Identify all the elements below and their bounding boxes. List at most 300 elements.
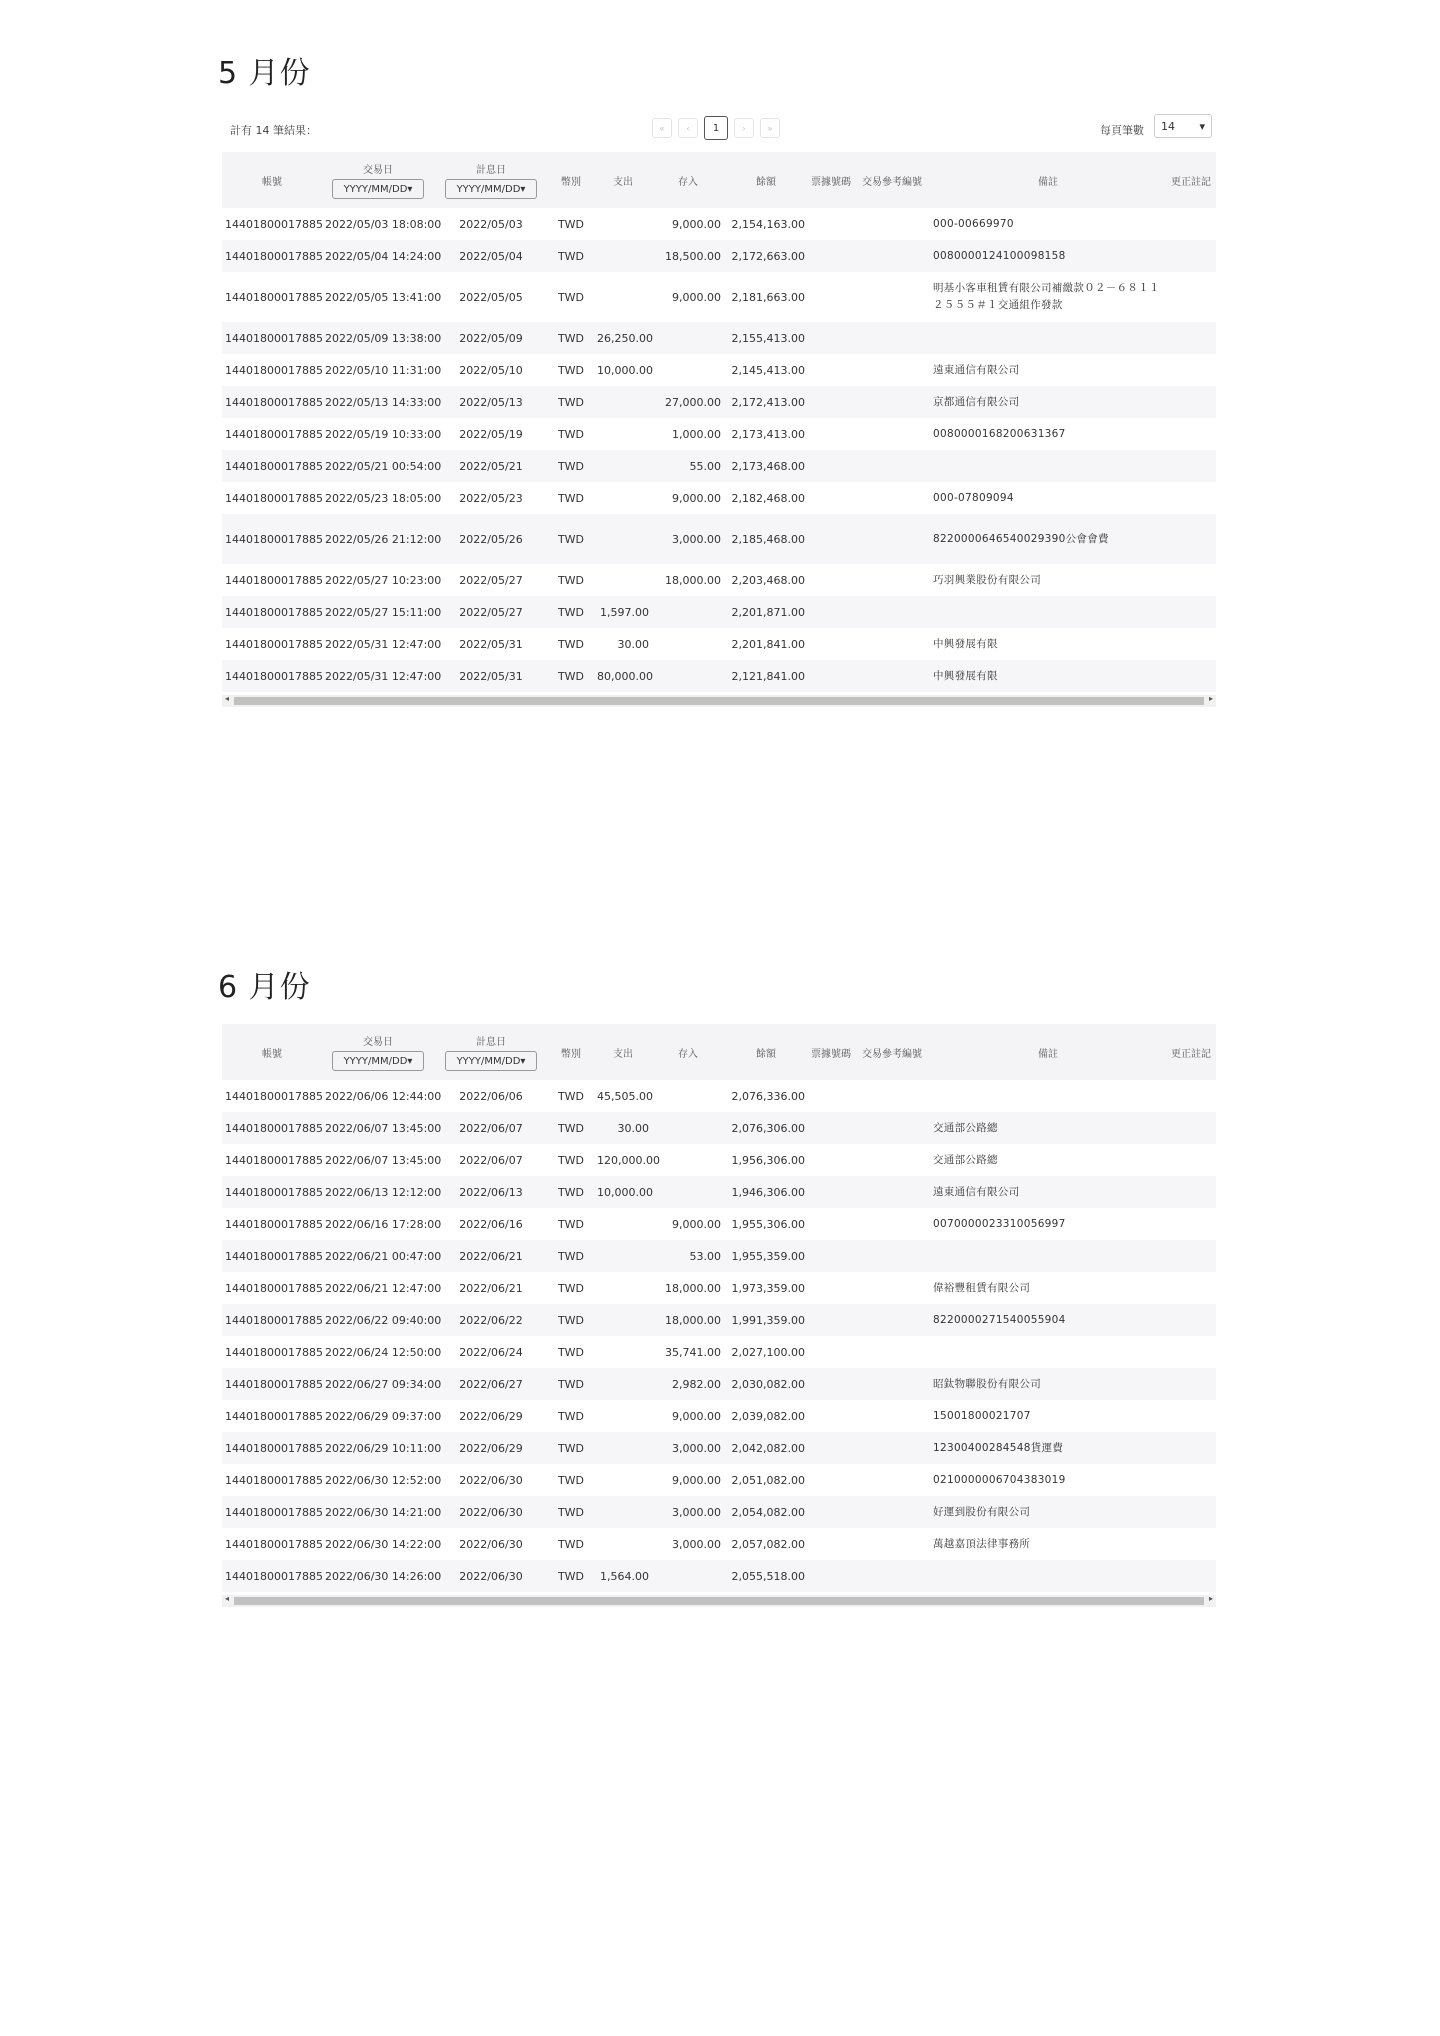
col-txn-date — [322, 1024, 434, 1080]
chevron-down-icon: ▾ — [1199, 119, 1205, 133]
table-row[interactable] — [222, 450, 1216, 482]
table-row[interactable] — [222, 386, 1216, 418]
cell-currency: TWD — [557, 217, 585, 231]
col-txn-date-label[interactable]: 交易日 — [363, 165, 393, 176]
cell-out: 30.00 — [617, 1121, 649, 1135]
col-txn-date — [322, 152, 434, 208]
cell-account: 14401800017885 — [225, 1377, 323, 1391]
page-size-value: 14 — [1161, 119, 1175, 133]
cell-account: 14401800017885 — [225, 532, 323, 546]
cell-post-date: 2022/06/30 — [459, 1505, 523, 1519]
table-row[interactable] — [222, 1240, 1216, 1272]
cell-note: 交通部公路總 — [933, 1153, 998, 1166]
cell-balance: 2,030,082.00 — [731, 1377, 805, 1391]
cell-check-no — [808, 450, 854, 482]
pagination — [652, 116, 780, 140]
cell-balance: 1,973,359.00 — [731, 1281, 805, 1295]
cell-check-no — [808, 354, 854, 386]
cell-balance: 1,955,306.00 — [731, 1217, 805, 1231]
cell-ref-no — [854, 322, 930, 354]
cell-balance: 2,145,413.00 — [731, 363, 805, 377]
cell-in: 3,000.00 — [672, 1505, 721, 1519]
page-size-label: 每頁筆數 — [1100, 124, 1144, 137]
cell-balance: 2,182,468.00 — [731, 491, 805, 505]
cell-check-no — [808, 482, 854, 514]
table-row[interactable] — [222, 482, 1216, 514]
cell-account: 14401800017885 — [225, 427, 323, 441]
col-currency[interactable]: 幣別 — [561, 1048, 581, 1060]
cell-txn-date: 2022/06/13 12:12:00 — [325, 1185, 442, 1199]
cell-ref-no — [854, 240, 930, 272]
table-row[interactable] — [222, 514, 1216, 564]
cell-txn-date: 2022/06/29 09:37:00 — [325, 1409, 442, 1423]
cell-ref-no — [854, 1176, 930, 1208]
cell-note: 000-00669970 — [933, 217, 1014, 230]
table-row[interactable] — [222, 1336, 1216, 1368]
cell-currency: TWD — [557, 1441, 585, 1455]
page-size-select[interactable] — [1154, 114, 1212, 138]
cell-in: 9,000.00 — [672, 217, 721, 231]
table-row[interactable] — [222, 1272, 1216, 1304]
cell-in: 3,000.00 — [672, 532, 721, 546]
cell-out — [594, 1432, 652, 1464]
table-row[interactable] — [222, 1112, 1216, 1144]
scrollbar-thumb[interactable] — [234, 1597, 1204, 1605]
cell-post-date: 2022/05/31 — [459, 669, 523, 683]
cell-in — [652, 596, 724, 628]
cell-correction — [1166, 1208, 1216, 1240]
cell-note: 遠東通信有限公司 — [933, 363, 1020, 376]
col-currency[interactable]: 幣別 — [561, 176, 581, 188]
cell-txn-date: 2022/06/22 09:40:00 — [325, 1313, 442, 1327]
cell-post-date: 2022/06/16 — [459, 1217, 523, 1231]
cell-ref-no — [854, 1208, 930, 1240]
cell-check-no — [808, 418, 854, 450]
cell-in — [652, 1112, 724, 1144]
cell-in — [652, 354, 724, 386]
table-row[interactable] — [222, 596, 1216, 628]
cell-in — [652, 322, 724, 354]
cell-ref-no — [854, 1400, 930, 1432]
cell-correction — [1166, 1176, 1216, 1208]
cell-check-no — [808, 1240, 854, 1272]
table-row[interactable] — [222, 1304, 1216, 1336]
cell-correction — [1166, 1112, 1216, 1144]
cell-check-no — [808, 660, 854, 692]
col-in[interactable]: 存入 — [678, 1048, 698, 1060]
cell-correction — [1166, 1240, 1216, 1272]
cell-balance: 2,076,306.00 — [731, 1121, 805, 1135]
horizontal-scrollbar[interactable] — [222, 695, 1216, 707]
col-note[interactable]: 備註 — [1038, 176, 1058, 188]
cell-correction — [1166, 596, 1216, 628]
col-check-no[interactable]: 票據號碼 — [811, 1048, 851, 1060]
cell-balance: 2,172,663.00 — [731, 249, 805, 263]
cell-out — [594, 240, 652, 272]
cell-account: 14401800017885 — [225, 217, 323, 231]
cell-ref-no — [854, 450, 930, 482]
table-row[interactable] — [222, 564, 1216, 596]
cell-out: 10,000.00 — [597, 363, 653, 377]
cell-balance: 2,027,100.00 — [731, 1345, 805, 1359]
cell-check-no — [808, 1464, 854, 1496]
cell-note — [930, 596, 1166, 628]
table-row[interactable] — [222, 354, 1216, 386]
cell-out — [594, 272, 652, 322]
cell-currency: TWD — [557, 1345, 585, 1359]
cell-balance: 2,039,082.00 — [731, 1409, 805, 1423]
cell-in: 9,000.00 — [672, 1473, 721, 1487]
cell-note: 巧羽興業股份有限公司 — [933, 573, 1041, 586]
cell-post-date: 2022/05/27 — [459, 605, 523, 619]
cell-ref-no — [854, 1432, 930, 1464]
cell-txn-date: 2022/06/16 17:28:00 — [325, 1217, 442, 1231]
cell-currency: TWD — [557, 459, 585, 473]
col-account[interactable]: 帳號 — [262, 1048, 282, 1060]
cell-balance: 2,051,082.00 — [731, 1473, 805, 1487]
col-balance[interactable]: 餘額 — [756, 176, 776, 188]
cell-balance: 2,203,468.00 — [731, 573, 805, 587]
table-row[interactable] — [222, 272, 1216, 322]
cell-currency: TWD — [557, 1185, 585, 1199]
cell-check-no — [808, 1144, 854, 1176]
cell-txn-date: 2022/05/09 13:38:00 — [325, 331, 442, 345]
cell-account: 14401800017885 — [225, 669, 323, 683]
table-header — [222, 1024, 1216, 1080]
cell-currency: TWD — [557, 1089, 585, 1103]
cell-in — [652, 628, 724, 660]
table-row[interactable] — [222, 1496, 1216, 1528]
cell-in: 2,982.00 — [672, 1377, 721, 1391]
cell-currency: TWD — [557, 573, 585, 587]
cell-correction — [1166, 1272, 1216, 1304]
june-section-title: 6 月份 — [218, 970, 311, 1005]
cell-note: 8220000646540029390公會會費 — [933, 532, 1109, 545]
cell-account: 14401800017885 — [225, 605, 323, 619]
table-row[interactable] — [222, 418, 1216, 450]
cell-ref-no — [854, 564, 930, 596]
cell-check-no — [808, 628, 854, 660]
cell-account: 14401800017885 — [225, 1281, 323, 1295]
june-transactions-table — [222, 1024, 1216, 1607]
cell-post-date: 2022/05/04 — [459, 249, 523, 263]
cell-post-date: 2022/05/23 — [459, 491, 523, 505]
table-row[interactable] — [222, 1432, 1216, 1464]
cell-txn-date: 2022/05/19 10:33:00 — [325, 427, 442, 441]
table-row[interactable] — [222, 628, 1216, 660]
cell-txn-date: 2022/06/30 14:21:00 — [325, 1505, 442, 1519]
cell-correction — [1166, 1400, 1216, 1432]
cell-in — [652, 1144, 724, 1176]
cell-in — [652, 1080, 724, 1112]
scroll-right-icon[interactable]: ▸ — [1208, 1594, 1213, 1603]
table-row[interactable] — [222, 1560, 1216, 1592]
cell-ref-no — [854, 1496, 930, 1528]
cell-ref-no — [854, 1368, 930, 1400]
cell-currency: TWD — [557, 1313, 585, 1327]
table-row[interactable] — [222, 1528, 1216, 1560]
cell-post-date: 2022/05/27 — [459, 573, 523, 587]
col-post-date — [434, 152, 548, 208]
cell-out — [594, 1496, 652, 1528]
cell-in: 18,500.00 — [665, 249, 721, 263]
cell-note: 中興發展有限 — [933, 669, 998, 682]
cell-note: 0070000023310056997 — [933, 1217, 1066, 1230]
cell-correction — [1166, 354, 1216, 386]
cell-post-date: 2022/06/30 — [459, 1537, 523, 1551]
cell-ref-no — [854, 1528, 930, 1560]
cell-currency: TWD — [557, 363, 585, 377]
cell-check-no — [808, 240, 854, 272]
col-correction[interactable]: 更正註記 — [1171, 176, 1211, 188]
col-txn-date-label[interactable]: 交易日 — [363, 1037, 393, 1048]
cell-post-date: 2022/05/09 — [459, 331, 523, 345]
post-date-filter[interactable]: YYYY/MM/DD▾ — [445, 179, 537, 199]
cell-balance: 2,055,518.00 — [731, 1569, 805, 1583]
cell-in: 9,000.00 — [672, 290, 721, 304]
cell-in: 9,000.00 — [672, 491, 721, 505]
cell-correction — [1166, 1464, 1216, 1496]
cell-post-date: 2022/05/03 — [459, 217, 523, 231]
cell-balance: 1,946,306.00 — [731, 1185, 805, 1199]
may-toolbar — [222, 110, 1216, 146]
table-row[interactable] — [222, 1368, 1216, 1400]
cell-txn-date: 2022/06/30 12:52:00 — [325, 1473, 442, 1487]
cell-post-date: 2022/05/26 — [459, 532, 523, 546]
cell-txn-date: 2022/06/06 12:44:00 — [325, 1089, 442, 1103]
table-row[interactable] — [222, 322, 1216, 354]
cell-currency: TWD — [557, 1537, 585, 1551]
cell-account: 14401800017885 — [225, 1441, 323, 1455]
cell-out — [594, 1400, 652, 1432]
cell-currency: TWD — [557, 1217, 585, 1231]
cell-check-no — [808, 1208, 854, 1240]
cell-correction — [1166, 1080, 1216, 1112]
cell-check-no — [808, 1400, 854, 1432]
cell-account: 14401800017885 — [225, 491, 323, 505]
cell-out — [594, 1208, 652, 1240]
cell-in: 27,000.00 — [665, 395, 721, 409]
cell-ref-no — [854, 628, 930, 660]
cell-account: 14401800017885 — [225, 1185, 323, 1199]
col-post-date-label[interactable]: 計息日 — [476, 165, 506, 176]
cell-post-date: 2022/06/13 — [459, 1185, 523, 1199]
cell-txn-date: 2022/06/29 10:11:00 — [325, 1441, 442, 1455]
last-page-button[interactable]: » — [760, 118, 780, 138]
cell-correction — [1166, 1496, 1216, 1528]
cell-note: 0210000006704383019 — [933, 1473, 1066, 1486]
cell-account: 14401800017885 — [225, 1537, 323, 1551]
col-out[interactable]: 支出 — [613, 1048, 633, 1060]
cell-post-date: 2022/06/30 — [459, 1569, 523, 1583]
cell-correction — [1166, 386, 1216, 418]
cell-note: 京都通信有限公司 — [933, 395, 1020, 408]
cell-txn-date: 2022/05/05 13:41:00 — [325, 290, 442, 304]
cell-correction — [1166, 322, 1216, 354]
txn-date-filter[interactable]: YYYY/MM/DD▾ — [332, 1051, 424, 1071]
cell-in: 53.00 — [689, 1249, 721, 1263]
cell-note: 8220000271540055904 — [933, 1313, 1066, 1326]
col-out[interactable]: 支出 — [613, 176, 633, 188]
cell-currency: TWD — [557, 1409, 585, 1423]
table-row[interactable] — [222, 660, 1216, 692]
cell-currency: TWD — [557, 491, 585, 505]
cell-account: 14401800017885 — [225, 1089, 323, 1103]
cell-txn-date: 2022/06/30 14:26:00 — [325, 1569, 442, 1583]
cell-currency: TWD — [557, 1569, 585, 1583]
cell-txn-date: 2022/06/21 12:47:00 — [325, 1281, 442, 1295]
next-page-button[interactable]: › — [734, 118, 754, 138]
cell-account: 14401800017885 — [225, 1473, 323, 1487]
cell-out — [594, 482, 652, 514]
cell-note: 15001800021707 — [933, 1409, 1031, 1422]
cell-post-date: 2022/06/07 — [459, 1121, 523, 1135]
cell-post-date: 2022/05/05 — [459, 290, 523, 304]
cell-check-no — [808, 1112, 854, 1144]
table-row[interactable] — [222, 1080, 1216, 1112]
cell-account: 14401800017885 — [225, 331, 323, 345]
cell-ref-no — [854, 208, 930, 240]
col-balance[interactable]: 餘額 — [756, 1048, 776, 1060]
cell-ref-no — [854, 1240, 930, 1272]
col-ref-no[interactable]: 交易參考編號 — [862, 1048, 922, 1060]
cell-balance: 1,991,359.00 — [731, 1313, 805, 1327]
cell-in: 55.00 — [689, 459, 721, 473]
cell-balance: 2,042,082.00 — [731, 1441, 805, 1455]
col-check-no[interactable]: 票據號碼 — [811, 176, 851, 188]
col-correction[interactable]: 更正註記 — [1171, 1048, 1211, 1060]
cell-post-date: 2022/06/24 — [459, 1345, 523, 1359]
cell-correction — [1166, 240, 1216, 272]
cell-balance: 2,121,841.00 — [731, 669, 805, 683]
table-row[interactable] — [222, 1144, 1216, 1176]
cell-balance: 2,057,082.00 — [731, 1537, 805, 1551]
cell-check-no — [808, 1560, 854, 1592]
cell-account: 14401800017885 — [225, 363, 323, 377]
cell-balance: 2,173,413.00 — [731, 427, 805, 441]
first-page-button[interactable]: « — [652, 118, 672, 138]
txn-date-filter[interactable]: YYYY/MM/DD▾ — [332, 179, 424, 199]
cell-balance: 2,155,413.00 — [731, 331, 805, 345]
prev-page-button[interactable]: ‹ — [678, 118, 698, 138]
cell-check-no — [808, 1336, 854, 1368]
cell-account: 14401800017885 — [225, 1345, 323, 1359]
cell-txn-date: 2022/05/26 21:12:00 — [325, 532, 442, 546]
cell-ref-no — [854, 482, 930, 514]
cell-ref-no — [854, 1144, 930, 1176]
scroll-left-icon[interactable]: ◂ — [224, 1594, 229, 1603]
cell-out — [594, 1336, 652, 1368]
cell-note — [930, 1560, 1166, 1592]
cell-ref-no — [854, 1080, 930, 1112]
cell-correction — [1166, 1368, 1216, 1400]
cell-note: 0080000168200631367 — [933, 427, 1066, 440]
cell-correction — [1166, 272, 1216, 322]
cell-currency: TWD — [557, 1377, 585, 1391]
cell-currency: TWD — [557, 1153, 585, 1167]
may-section-title: 5 月份 — [218, 56, 311, 91]
col-ref-no[interactable]: 交易參考編號 — [862, 176, 922, 188]
cell-balance: 2,173,468.00 — [731, 459, 805, 473]
cell-account: 14401800017885 — [225, 395, 323, 409]
cell-txn-date: 2022/05/23 18:05:00 — [325, 491, 442, 505]
cell-balance: 2,054,082.00 — [731, 1505, 805, 1519]
cell-account: 14401800017885 — [225, 1569, 323, 1583]
cell-correction — [1166, 482, 1216, 514]
cell-currency: TWD — [557, 395, 585, 409]
col-post-date — [434, 1024, 548, 1080]
cell-ref-no — [854, 354, 930, 386]
scroll-right-icon[interactable]: ▸ — [1208, 694, 1213, 703]
cell-check-no — [808, 322, 854, 354]
cell-note: 明基小客車租賃有限公司補繳款０２－６８１１２５５５＃１交通組作發款 — [933, 282, 1160, 311]
cell-post-date: 2022/05/13 — [459, 395, 523, 409]
cell-balance: 1,956,306.00 — [731, 1153, 805, 1167]
col-note[interactable]: 備註 — [1038, 1048, 1058, 1060]
cell-out — [594, 1272, 652, 1304]
table-row[interactable] — [222, 1464, 1216, 1496]
cell-check-no — [808, 1528, 854, 1560]
cell-account: 14401800017885 — [225, 1153, 323, 1167]
cell-note: 中興發展有限 — [933, 637, 998, 650]
cell-account: 14401800017885 — [225, 1217, 323, 1231]
cell-currency: TWD — [557, 427, 585, 441]
page-1-button[interactable]: 1 — [704, 116, 728, 140]
cell-txn-date: 2022/06/27 09:34:00 — [325, 1377, 442, 1391]
col-post-date-label[interactable]: 計息日 — [476, 1037, 506, 1048]
cell-in — [652, 660, 724, 692]
scroll-left-icon[interactable]: ◂ — [224, 694, 229, 703]
cell-balance: 2,172,413.00 — [731, 395, 805, 409]
cell-check-no — [808, 596, 854, 628]
cell-correction — [1166, 1432, 1216, 1464]
table-row[interactable] — [222, 240, 1216, 272]
table-row[interactable] — [222, 1208, 1216, 1240]
table-row[interactable] — [222, 208, 1216, 240]
cell-ref-no — [854, 1304, 930, 1336]
cell-note: 遠東通信有限公司 — [933, 1185, 1020, 1198]
cell-note: 12300400284548貨運費 — [933, 1441, 1064, 1454]
table-row[interactable] — [222, 1176, 1216, 1208]
cell-out — [594, 1368, 652, 1400]
cell-txn-date: 2022/05/04 14:24:00 — [325, 249, 442, 263]
scrollbar-thumb[interactable] — [234, 697, 1204, 705]
cell-in: 18,000.00 — [665, 1281, 721, 1295]
cell-out: 45,505.00 — [597, 1089, 653, 1103]
cell-out: 80,000.00 — [597, 669, 653, 683]
cell-check-no — [808, 386, 854, 418]
cell-post-date: 2022/06/21 — [459, 1281, 523, 1295]
cell-currency: TWD — [557, 1121, 585, 1135]
table-row[interactable] — [222, 1400, 1216, 1432]
cell-out: 1,564.00 — [600, 1569, 649, 1583]
cell-post-date: 2022/05/21 — [459, 459, 523, 473]
cell-in — [652, 1560, 724, 1592]
cell-in: 35,741.00 — [665, 1345, 721, 1359]
cell-ref-no — [854, 514, 930, 564]
col-in[interactable]: 存入 — [678, 176, 698, 188]
cell-note — [930, 1336, 1166, 1368]
cell-txn-date: 2022/06/24 12:50:00 — [325, 1345, 442, 1359]
cell-correction — [1166, 660, 1216, 692]
cell-out — [594, 1528, 652, 1560]
cell-out — [594, 1304, 652, 1336]
col-account[interactable]: 帳號 — [262, 176, 282, 188]
cell-check-no — [808, 1080, 854, 1112]
cell-txn-date: 2022/05/03 18:08:00 — [325, 217, 442, 231]
post-date-filter[interactable]: YYYY/MM/DD▾ — [445, 1051, 537, 1071]
horizontal-scrollbar[interactable] — [222, 1595, 1216, 1607]
